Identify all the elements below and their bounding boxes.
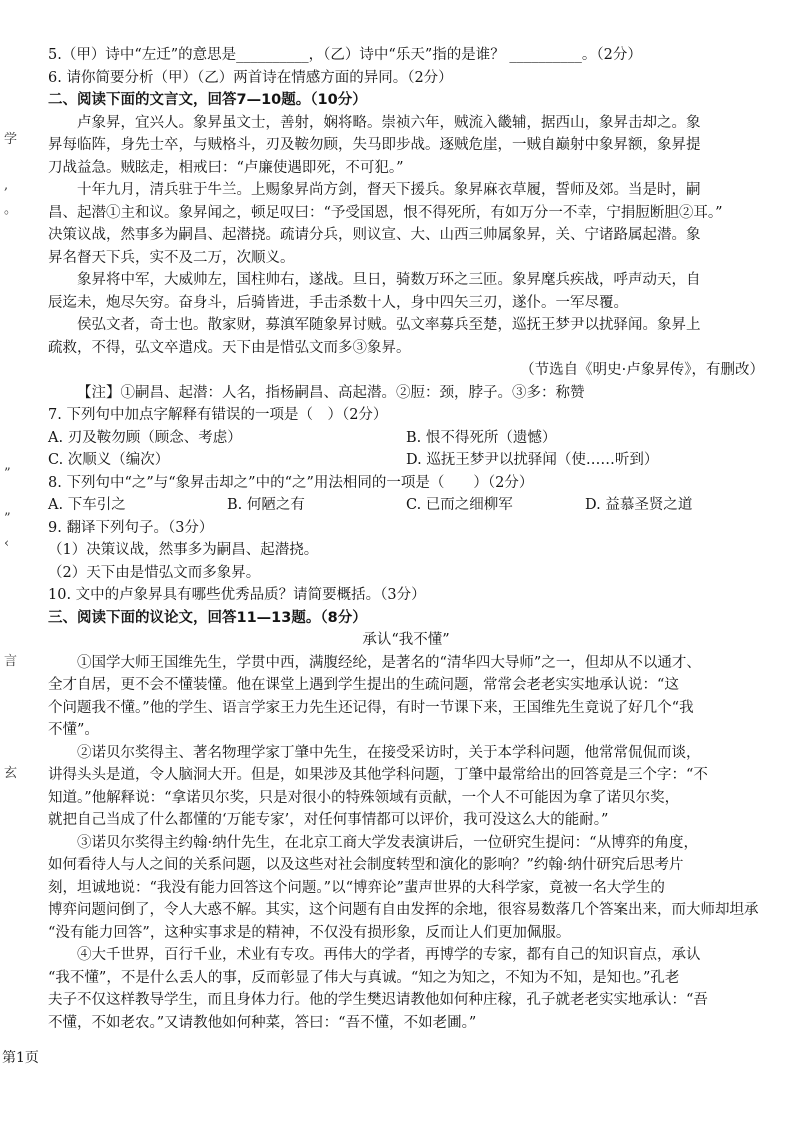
margin-mark: 学 bbox=[4, 132, 18, 147]
classical-text bbox=[48, 112, 764, 360]
question-8-options bbox=[48, 494, 764, 517]
question-7-options bbox=[48, 449, 764, 472]
text-line: “我不懂”，不是什么丢人的事，反而彰显了伟大与真诚。“知之为知之，不知为不知，是知也。”孔老 bbox=[48, 969, 680, 986]
text-line: 象昇将中军，大威帅左，国柱帅右，遂战。旦日，骑数万环之三匝。象昇麾兵疾战，呼声动天，自 bbox=[77, 272, 701, 288]
exam-content bbox=[48, 44, 764, 1034]
margin-mark: ” bbox=[4, 511, 11, 526]
text-line: 博弈问题问倒了，令人大惑不解。其实，这个问题有自由发挥的余地，很容易数落几个答案出来，而大师却坦承 bbox=[48, 902, 759, 918]
text-line: 卢象昇，宜兴人。象昇虽文士，善射，娴将略。崇祯六年，贼流入畿辅，据西山，象昇击却之。象 bbox=[77, 114, 701, 131]
text-line: 昇每临阵，身先士卒，与贼格斗，刃及鞍勿顾，失马即步战。逐贼危崖，一贼自巅射中象昇额，象昇提 bbox=[48, 137, 701, 153]
margin-mark: 玄 bbox=[4, 766, 18, 781]
text-line: 刀战益急。贼眩走，相戒曰：“卢廉使遇即死，不可犯。” bbox=[48, 159, 404, 176]
text-line: ③诺贝尔奖得主约翰·纳什先生，在北京工商大学发表演讲后，一位研究生提问：“从博弈的角度， bbox=[77, 834, 699, 851]
essay-title: 承认“我不懂” bbox=[362, 632, 450, 648]
question-5: 5.（甲）诗中“左迁”的意思是__________，（乙）诗中“乐天”指的是谁？ __________。（2分） bbox=[48, 47, 642, 63]
source-citation: （节选自《明史·卢象昇传》，有删改） bbox=[520, 362, 764, 378]
text-line: 辰迄未，炮尽矢穷。奋身斗，后骑皆进，手击杀数十人，身中四矢三刃，遂仆。一军尽覆。 bbox=[48, 294, 628, 311]
text-line: 个问题我不懂。”他的学生、语言学家王力先生还记得，有时一节课下来，王国维先生竟说了好几个“我 bbox=[48, 699, 694, 716]
margin-mark: , bbox=[4, 178, 9, 193]
section-2-heading: 二、阅读下面的文言文，回答7—10题。（10分） bbox=[48, 92, 367, 108]
margin-mark: 。 bbox=[4, 202, 18, 217]
option-a: A. 下车引之 bbox=[48, 497, 126, 513]
text-line: 知道。”他解释说：“拿诺贝尔奖，只是对很小的特殊领域有贡献，一个人不可能因为拿了诺贝尔奖， bbox=[48, 789, 680, 806]
essay-text bbox=[48, 652, 764, 1035]
section-3-heading: 三、阅读下面的议论文，回答11—13题。（8分） bbox=[48, 609, 367, 626]
annotation-note: 【注】①嗣昌、起潜：人名，指杨嗣昌、高起潜。②脰：颈，脖子。③多：称赞 bbox=[77, 384, 585, 401]
question-9: 9. 翻译下列句子。（3分） bbox=[48, 519, 214, 536]
question-8: 8. 下列句中“之”与“象昇击却之”中的“之”用法相同的一项是（ ）（2分） bbox=[48, 474, 534, 491]
text-line: 全才自居，更不会不懂装懂。他在课堂上遇到学生提出的生疏问题，常常会老老实实地承认说：“这 bbox=[48, 677, 679, 693]
question-9-item: （2）天下由是惜弘文而多象昇。 bbox=[48, 564, 261, 581]
text-line: 昌、起潜①主和议。象昇闻之，顿足叹曰：“予受国恩，恨不得死所，有如万分一不幸，宁捐脰断胆②耳。” bbox=[48, 204, 723, 221]
text-line: ①国学大师王国维先生，学贯中西，满腹经纶，是著名的“清华四大导师”之一，但却从不以通才、 bbox=[77, 654, 701, 671]
question-6: 6. 请你简要分析（甲）（乙）两首诗在情感方面的异同。（2分） bbox=[48, 69, 453, 86]
option-c: C. 次顺义（编次） bbox=[48, 452, 170, 468]
option-a: A. 刃及鞍勿顾（顾念、考虑） bbox=[48, 429, 242, 446]
option-d: D. 巡抚王梦尹以扰驿闻（使……听到） bbox=[406, 452, 659, 468]
text-line: 如何看待人与人之间的关系问题，以及这些对社会制度转型和演化的影响？”约翰·纳什研究后思考片 bbox=[48, 857, 684, 873]
text-line: “没有能力回答”，这种实事求是的精神，不仅没有损形象，反而让人们更加佩服。 bbox=[48, 924, 571, 941]
option-b: B. 恨不得死所（遗憾） bbox=[406, 429, 557, 446]
text-line: 刻，坦诚地说：“我没有能力回答这个问题。”以“博弈论”蜚声世界的大科学家，竟被一名大学生的 bbox=[48, 879, 665, 896]
question-10: 10. 文中的卢象昇具有哪些优秀品质？请简要概括。（3分） bbox=[48, 587, 426, 603]
text-line: 讲得头头是道，令人脑洞大开。但是，如果涉及其他学科问题，丁肇中最常给出的回答竟是三个字：“不 bbox=[48, 767, 708, 783]
page-number: 第1页 bbox=[2, 1050, 39, 1066]
option-c: C. 已而之细柳军 bbox=[406, 497, 513, 513]
question-7: 7. 下列句中加点字解释有错误的一项是（ ）（2分） bbox=[48, 407, 388, 423]
text-line: 侯弘文者，奇士也。散家财，募滇军随象昇讨贼。弘文率募兵至楚，巡抚王梦尹以扰驿闻。象昇上 bbox=[77, 317, 701, 333]
margin-mark: ‹ bbox=[4, 536, 10, 551]
text-line: 夫子不仅这样教导学生，而且身体力行。他的学生樊迟请教他如何种庄稼，孔子就老老实实地承认：“吾 bbox=[48, 992, 708, 1008]
text-line: 决策议战，然事多为嗣昌、起潜挠。疏请分兵，则议宣、大、山西三帅属象昇，关、宁诸路属起潜。象 bbox=[48, 227, 701, 243]
question-9-item: （1）决策议战，然事多为嗣昌、起潜挠。 bbox=[48, 542, 319, 558]
text-line: 昇名督天下兵，实不及二万，次顺义。 bbox=[48, 249, 295, 266]
text-line: ②诺贝尔奖得主、著名物理学家丁肇中先生，在接受采访时，关于本学科问题，他常常侃侃而谈， bbox=[77, 744, 701, 761]
option-b: B. 何陋之有 bbox=[227, 497, 305, 513]
question-7-options bbox=[48, 427, 764, 450]
text-line: 疏救，不得，弘文卒遣戍。天下由是惜弘文而多③象昇。 bbox=[48, 339, 411, 356]
text-line: ④大千世界，百行千业，术业有专攻。再伟大的学者，再博学的专家，都有自己的知识盲点，承认 bbox=[77, 947, 701, 963]
text-line: 不懂”。 bbox=[48, 722, 99, 738]
text-line: 就把自己当成了什么都懂的‘万能专家’，对任何事情都可以评价，我可没这么大的能耐。” bbox=[48, 812, 609, 828]
option-d: D. 益慕圣贤之道 bbox=[585, 497, 693, 513]
text-line: 十年九月，清兵驻于牛兰。上赐象昇尚方剑，督天下援兵。象昇麻衣草履，誓师及郊。当是时，嗣 bbox=[77, 182, 701, 198]
text-line: 不懂，不如老农。”又请教他如何种菜，答曰：“吾不懂，不如老圃。” bbox=[48, 1014, 477, 1031]
margin-mark: ” bbox=[4, 466, 11, 481]
margin-mark: 言 bbox=[4, 654, 18, 669]
